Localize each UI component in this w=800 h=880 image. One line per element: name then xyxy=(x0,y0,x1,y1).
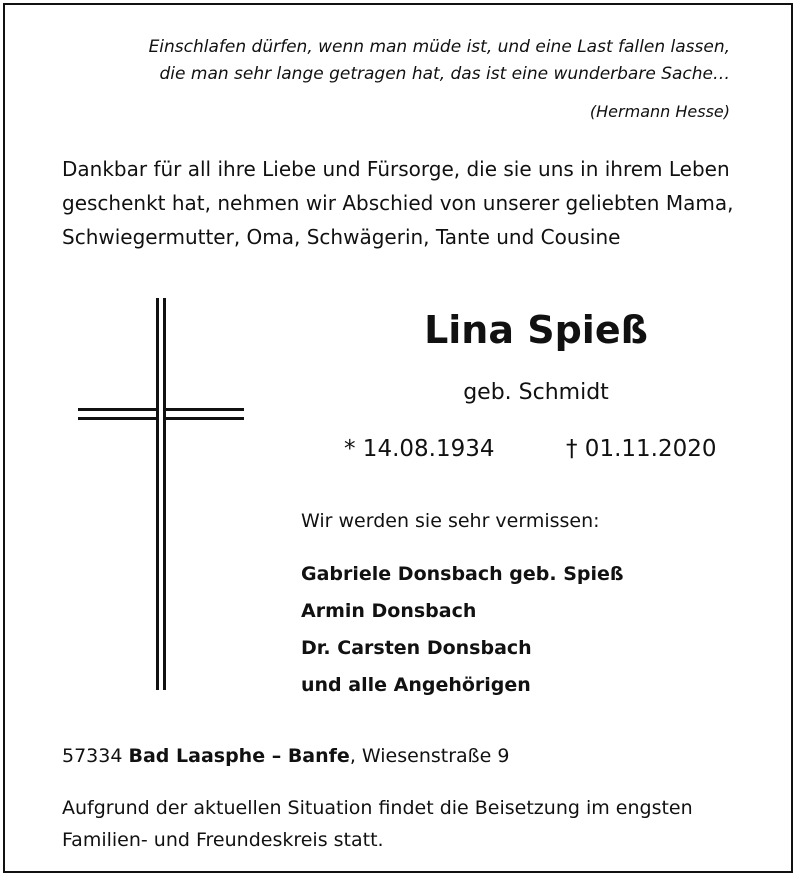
mourner-4: und alle Angehörigen xyxy=(301,674,531,696)
mourner-2: Armin Donsbach xyxy=(301,600,477,622)
birth-date: * 14.08.1934 xyxy=(344,436,495,462)
death-date: † 01.11.2020 xyxy=(566,436,717,462)
quote xyxy=(149,34,730,88)
quote-line-1: Einschlafen dürfen, wenn man müde ist, und eine Last fallen lassen, xyxy=(148,37,730,57)
address xyxy=(62,745,509,767)
mourners-list xyxy=(301,556,624,704)
mourner-1: Gabriele Donsbach geb. Spieß xyxy=(301,563,624,585)
cross-vertical-bar xyxy=(156,298,166,690)
notice-line-1: Aufgrund der aktuellen Situation findet die Beisetzung im engsten xyxy=(62,797,693,819)
mourner-3: Dr. Carsten Donsbach xyxy=(301,637,532,659)
intro-text xyxy=(62,152,752,254)
quote-line-2: die man sehr lange getragen hat, das ist eine wunderbare Sache… xyxy=(159,64,730,84)
quote-author: (Hermann Hesse) xyxy=(589,102,730,121)
maiden-name: geb. Schmidt xyxy=(463,380,609,405)
cross-intersection xyxy=(156,408,166,420)
address-zip: 57334 xyxy=(62,745,123,767)
cross-icon xyxy=(78,298,244,690)
deceased-name: Lina Spieß xyxy=(424,308,648,352)
address-street: , Wiesenstraße 9 xyxy=(349,745,510,767)
intro-line-3: Schwiegermutter, Oma, Schwägerin, Tante und Cousine xyxy=(62,225,621,249)
burial-notice xyxy=(62,792,752,856)
intro-line-2: geschenkt hat, nehmen wir Abschied von unserer geliebten Mama, xyxy=(62,191,734,215)
notice-line-2: Familien- und Freundeskreis statt. xyxy=(62,829,384,851)
address-place: Bad Laasphe – Banfe xyxy=(128,745,350,767)
miss-text: Wir werden sie sehr vermissen: xyxy=(301,510,600,532)
intro-line-1: Dankbar für all ihre Liebe und Fürsorge, die sie uns in ihrem Leben xyxy=(62,157,730,181)
